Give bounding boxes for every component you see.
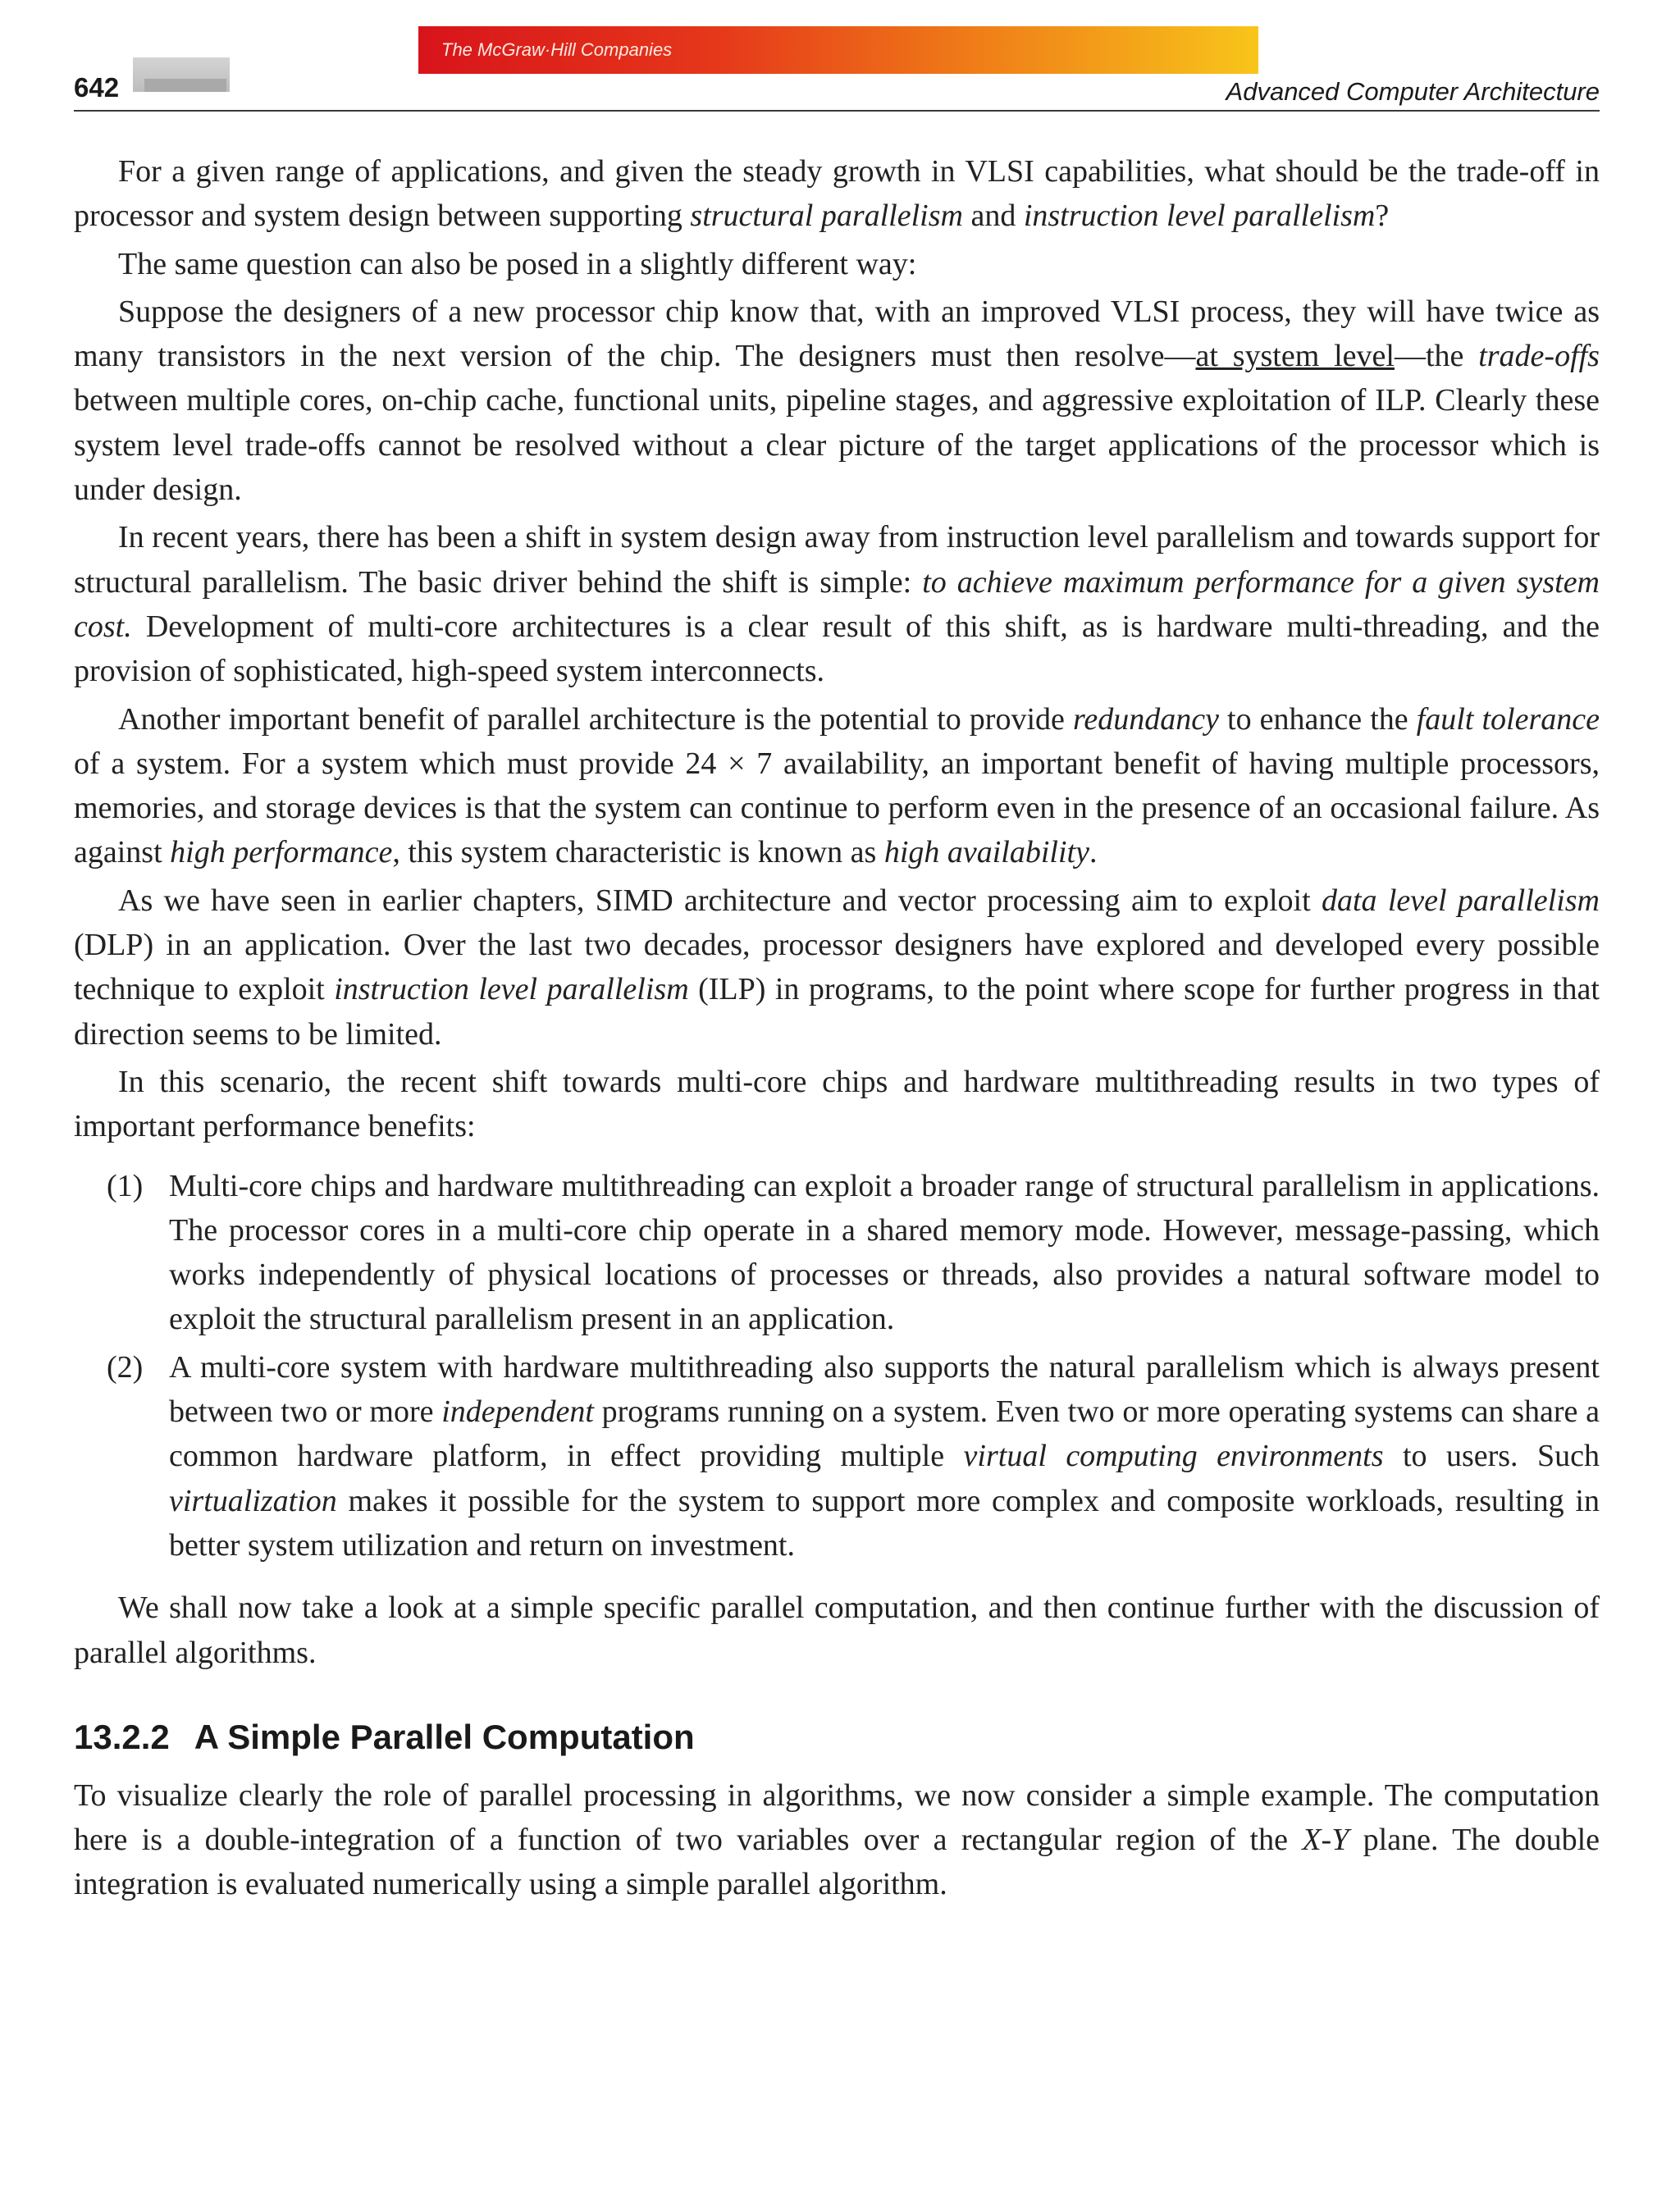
paragraph-2: The same question can also be posed in a slightly different way: bbox=[118, 246, 917, 281]
list-item bbox=[74, 1345, 1600, 1568]
paragraph-4: In recent years, there has been a shift in system design away from instruction level parallelism and towards support for structural parallelism. The basic driver behind the shift is simple: to achieve maximum performance for a given system cost. Development of multi-core architectures is a clear result of this shift, as is hardware multi-threading, and the provision of sophisticated, high-speed system interconnects. bbox=[74, 520, 1600, 689]
paragraph-6: As we have seen in earlier chapters, SIMD architecture and vector processing aim to exploit data level parallelism (DLP) in an application. Over the last two decades, processor designers have explored and developed every possible technique to exploit instruction level parallelism (ILP) in programs, to the point where scope for further progress in that direction seems to be limited. bbox=[74, 883, 1600, 1052]
publisher-logo-text: The McGraw·Hill Companies bbox=[441, 39, 673, 60]
header-decoration-bar bbox=[144, 79, 226, 92]
list-item-text: Multi-core chips and hardware multithreading can exploit a broader range of structural parallelism in applications. The processor cores in a multi-core chip operate in a shared memory mode. However, message-passing, which works independently of physical locations of processes or threads, also provides a natural software model to exploit the structural parallelism present in an application. bbox=[169, 1168, 1600, 1337]
running-title: Advanced Computer Architecture bbox=[1226, 77, 1600, 106]
benefits-list bbox=[74, 1164, 1600, 1568]
section-heading bbox=[74, 1714, 1600, 1760]
section-number: 13.2.2 bbox=[74, 1717, 170, 1756]
publisher-banner bbox=[418, 26, 1258, 74]
list-item-number: (1) bbox=[107, 1168, 144, 1203]
paragraph-5: Another important benefit of parallel architecture is the potential to provide redundancy to enhance the fault tolerance of a system. For a system which must provide 24 × 7 availability, an important benefit of having multiple processors, memories, and storage devices is that the system can continue to perform even in the presence of an occasional failure. As against high performance, this system characteristic is known as high availability. bbox=[74, 701, 1600, 870]
page-header bbox=[0, 0, 1680, 115]
paragraph-7: In this scenario, the recent shift towards multi-core chips and hardware multithreading results in two types of important performance benefits: bbox=[74, 1064, 1600, 1144]
paragraph-9: To visualize clearly the role of parallel processing in algorithms, we now consider a simple example. The computation here is a double-integration of a function of two variables over a rectangular region of the X-Y plane. The double integration is evaluated numerically using a simple parallel algorithm. bbox=[74, 1777, 1600, 1902]
header-rule bbox=[74, 110, 1600, 112]
paragraph-1: For a given range of applications, and given the steady growth in VLSI capabilities, what should be the trade-off in processor and system design between supporting structural parallelism and instruction level parallelism? bbox=[74, 154, 1600, 234]
section-title: A Simple Parallel Computation bbox=[194, 1717, 695, 1756]
paragraph-8: We shall now take a look at a simple specific parallel computation, and then continue further with the discussion of parallel algorithms. bbox=[74, 1590, 1600, 1670]
page-body bbox=[74, 149, 1600, 1910]
list-item-text: A multi-core system with hardware multithreading also supports the natural parallelism which is always present between two or more independent programs running on a system. Even two or more operating systems can share a common hardware platform, in effect providing multiple virtual computing environments to users. Such virtualization makes it possible for the system to support more complex and composite workloads, resulting in better system utilization and return on investment. bbox=[169, 1349, 1600, 1563]
page-number: 642 bbox=[74, 72, 120, 103]
paragraph-3: Suppose the designers of a new processor chip know that, with an improved VLSI process, they will have twice as many transistors in the next version of the chip. The designers must then resolve—at system level—the trade-offs between multiple cores, on-chip cache, functional units, pipeline stages, and aggressive exploitation of ILP. Clearly these system level trade-offs cannot be resolved without a clear picture of the target applications of the processor which is under design. bbox=[74, 294, 1600, 508]
list-item bbox=[74, 1164, 1600, 1342]
list-item-number: (2) bbox=[107, 1349, 144, 1385]
